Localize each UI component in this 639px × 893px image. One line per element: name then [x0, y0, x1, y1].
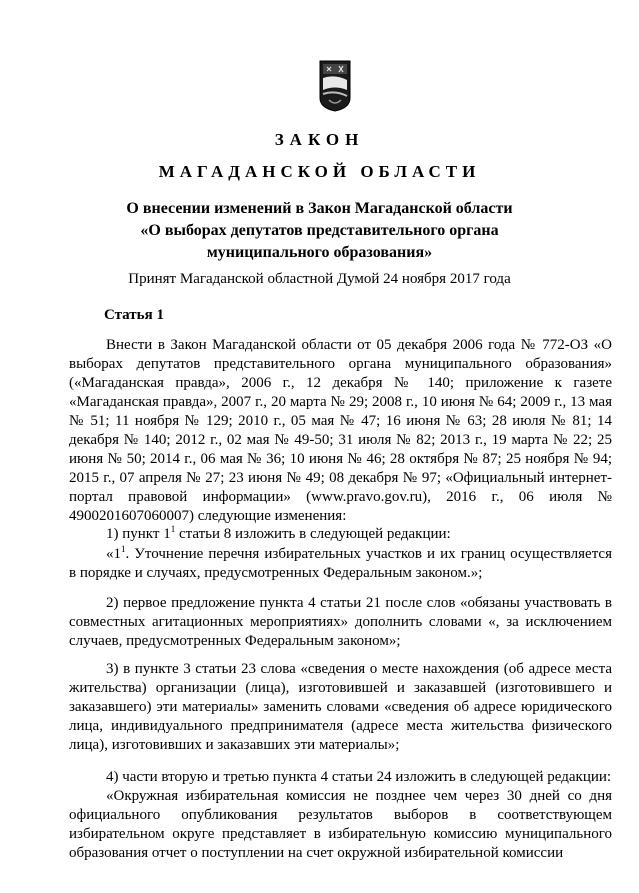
law-subject	[0, 198, 639, 264]
quote-1-superscript: 1	[121, 544, 126, 554]
quote-1-text-rest: . Уточнение перечня избирательных участков и их границ осуществляется в порядке и случаях, предусмотренных Федеральным законом.»;	[69, 546, 612, 581]
item-1-paragraph	[69, 525, 612, 544]
law-title: ЗАКОН	[274, 130, 365, 149]
adoption-note: Принят Магаданской областной Думой 24 ноября 2017 года	[128, 271, 511, 287]
region-title: МАГАДАНСКОЙ ОБЛАСТИ	[158, 162, 481, 181]
subject-line: муниципального образования»	[206, 244, 433, 261]
item-1-text: 1) пункт 1	[106, 526, 171, 542]
article-intro-paragraph: Внести в Закон Магаданской области от 05 декабря 2006 года № 772-ОЗ «О выборах депутатов представительного органа муниципального образования» («Магаданская правда», 2006 г., 12 декабря № 140; приложение к газете «Магаданская правда», 2007 г., 20 марта № 29; 2008 г., 10 июня № 64; 2009 г., 13 мая № 51; 11 ноября № 129; 2010 г., 05 мая № 47; 16 июня № 63; 28 июля № 81; 14 декабря № 140; 2012 г., 02 мая № 49-50; 31 июля № 82; 2013 г., 19 марта № 22; 25 июня № 50; 2014 г., 06 мая № 36; 10 июня № 46; 28 октября № 87; 25 ноября № 94; 2015 г., 07 апреля № 27; 23 июня № 49; 08 декабря № 97; «Официальный интернет-портал правовой информации» (www.pravo.gov.ru), 2016 г., 06 июля № 4900201607060007) следующие изменения:	[69, 337, 612, 524]
subject-line: О внесении изменений в Закон Магаданской области	[126, 200, 513, 217]
item-1-text-rest: статьи 8 изложить в следующей редакции:	[175, 526, 451, 542]
item-4-paragraph: 4) части вторую и третью пункта 4 статьи 24 изложить в следующей редакции:	[106, 769, 612, 785]
item-1-quote-paragraph	[69, 545, 612, 583]
item-2-paragraph: 2) первое предложение пункта 4 статьи 21 после слов «обязаны участвовать в совместных агитационных мероприятиях» дополнить словами «, за исключением случаев, предусмотренных Федеральным законом»;	[69, 595, 612, 649]
item-4-quote-paragraph: «Окружная избирательная комиссия не позднее чем через 30 дней со дня официального опубликования результатов выборов в соответствующем избирательном округе представляет в избирательную комиссию муниципального образования отчет о поступлении на счет окружной избирательной комиссии	[69, 788, 612, 861]
item-1-superscript: 1	[170, 524, 176, 534]
coat-of-arms-emblem	[319, 60, 351, 112]
article-heading: Статья 1	[104, 307, 164, 323]
subject-line: «О выборах депутатов представительного органа	[140, 222, 499, 239]
quote-1-text: «1	[106, 546, 121, 562]
item-3-paragraph: 3) в пункте 3 статьи 23 слова «сведения о месте нахождения (об адресе места жительства) организации (лица), изготовившей и заказавшей (изготовившего и заказавшего) эти материалы» заменить словами «сведения об адресе юридического лица, индивидуального предпринимателя (адресе места жительства физического лица), изготовивших и заказавших эти материалы»;	[69, 661, 612, 753]
